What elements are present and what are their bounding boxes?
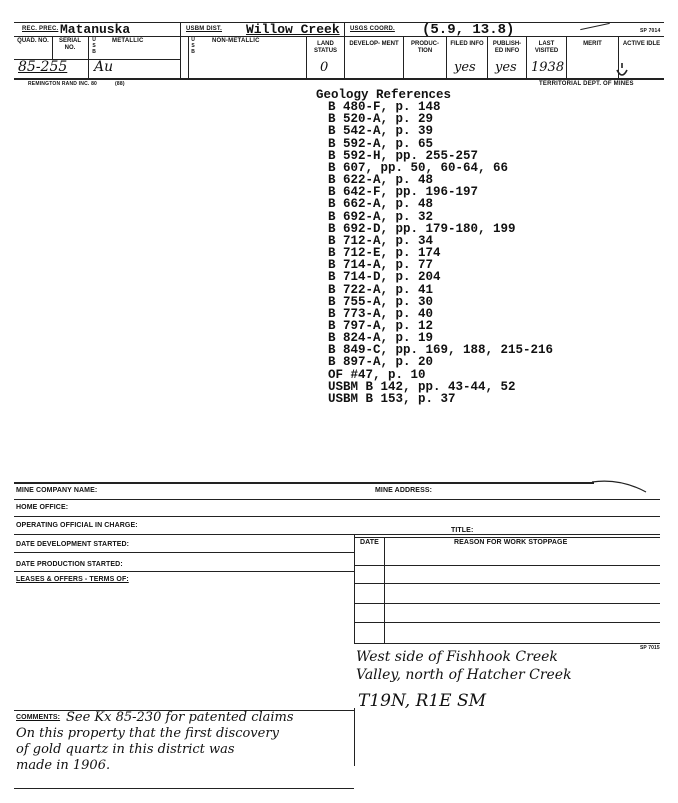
reference-item: B 642-F, pp. 196-197 xyxy=(328,185,479,200)
reference-item: B 480-F, p. 148 xyxy=(328,100,441,115)
usbm-dist-label: USBM DIST. xyxy=(186,26,223,32)
township-range-note: T19N, R1E SM xyxy=(358,691,487,711)
reference-item: B 592-H, pp. 255-257 xyxy=(328,148,479,163)
quad-serial-value: 85-255 xyxy=(18,59,68,75)
date-development-label: DATE DEVELOPMENT STARTED: xyxy=(16,541,130,548)
operating-official-label: OPERATING OFFICIAL IN CHARGE: xyxy=(16,522,138,529)
active-idle-header: ACTIVE IDLE xyxy=(622,41,661,47)
published-info-header: PUBLISH- ED INFO xyxy=(492,41,522,54)
usbm-dist-value: Willow Creek xyxy=(246,22,340,37)
reference-item: B 773-A, p. 40 xyxy=(328,306,434,321)
tag-loop-icon xyxy=(614,62,630,80)
filed-info-header: FILED INFO xyxy=(450,41,484,47)
reason-stoppage-label: REASON FOR WORK STOPPAGE xyxy=(454,539,568,546)
leases-label: LEASES & OFFERS - TERMS OF: xyxy=(16,576,129,583)
land-status-header: LAND STATUS xyxy=(313,41,338,54)
check-mark xyxy=(580,23,610,30)
reference-item: B 714-D, p. 204 xyxy=(328,270,441,285)
agency-text: TERRITORIAL DEPT. OF MINES xyxy=(539,81,634,87)
reference-item: B 755-A, p. 30 xyxy=(328,294,434,309)
reference-item: B 897-A, p. 20 xyxy=(328,355,434,370)
comment-line-3: of gold quartz in this district was xyxy=(16,742,235,757)
date-production-label: DATE PRODUCTION STARTED: xyxy=(16,561,123,568)
reference-item: B 714-A, p. 77 xyxy=(328,258,434,273)
references-title: Geology References xyxy=(316,88,452,102)
reference-item: OF #47, p. 10 xyxy=(328,367,426,382)
usbm-code-header-2: U S B xyxy=(191,37,195,55)
metallic-value: Au xyxy=(94,59,114,75)
rec-prec-value: Matanuska xyxy=(60,22,131,37)
reference-item: B 520-A, p. 29 xyxy=(328,112,434,127)
location-note-line-1: West side of Fishhook Creek xyxy=(356,649,558,665)
reference-item: B 722-A, p. 41 xyxy=(328,282,434,297)
usgs-coord-label: USGS COORD. xyxy=(350,26,395,32)
location-form-code: SP 7015 xyxy=(640,645,660,651)
non-metallic-header: NON-METALLIC xyxy=(212,38,260,44)
development-header: DEVELOP- MENT xyxy=(349,41,399,47)
quad-no-header: QUAD. NO. xyxy=(17,38,49,44)
filed-info-value: yes xyxy=(454,60,476,75)
form-code: SP 7014 xyxy=(640,28,661,34)
usbm-code-header-1: U S B xyxy=(92,37,96,55)
serial-no-header: SERIAL NO. xyxy=(58,38,81,51)
reference-item: B 542-A, p. 39 xyxy=(328,124,434,139)
land-status-value: 0 xyxy=(320,60,329,75)
date-column-label: DATE xyxy=(360,539,379,546)
production-header: PRODUC- TION xyxy=(411,41,439,54)
reference-item: B 692-D, pp. 179-180, 199 xyxy=(328,221,516,236)
reference-item: B 824-A, p. 19 xyxy=(328,331,434,346)
reference-item: B 797-A, p. 12 xyxy=(328,318,434,333)
printer-code: (88) xyxy=(115,81,125,87)
reference-item: B 849-C, pp. 169, 188, 215-216 xyxy=(328,343,554,358)
reference-item: B 592-A, p. 65 xyxy=(328,136,434,151)
geology-references xyxy=(316,89,553,405)
published-info-value: yes xyxy=(495,60,517,75)
rec-prec-label: REC. PREC. xyxy=(22,26,59,32)
last-visited-value: 1938 xyxy=(531,60,565,75)
mine-company-name-label: MINE COMPANY NAME: xyxy=(16,487,98,494)
reference-item: B 622-A, p. 48 xyxy=(328,173,434,188)
reference-item: USBM B 153, p. 37 xyxy=(328,391,456,406)
reference-item: B 692-A, p. 32 xyxy=(328,209,434,224)
reference-item: B 712-A, p. 34 xyxy=(328,233,434,248)
usgs-coord-value: (5.9, 13.8) xyxy=(422,22,515,38)
reference-item: B 662-A, p. 48 xyxy=(328,197,434,212)
reference-item: B 607, pp. 50, 60-64, 66 xyxy=(328,160,509,175)
curve-mark xyxy=(590,474,650,496)
comment-line-2: On this property that the first discovery xyxy=(16,726,279,741)
comment-line-1: See Kx 85-230 for patented claims xyxy=(66,710,294,725)
metallic-header: METALLIC xyxy=(112,38,144,44)
reference-item: USBM B 142, pp. 43-44, 52 xyxy=(328,379,516,394)
comments-label: COMMENTS: xyxy=(16,714,61,721)
merit-header: MERIT xyxy=(583,41,602,47)
last-visited-header: LAST VISITED xyxy=(534,41,559,54)
title-label: TITLE: xyxy=(451,527,474,534)
location-note-line-2: Valley, north of Hatcher Creek xyxy=(356,667,572,683)
home-office-label: HOME OFFICE: xyxy=(16,504,69,511)
printer-text: REMINGTON RAND INC. 80 xyxy=(28,81,98,87)
reference-item: B 712-E, p. 174 xyxy=(328,246,441,261)
comment-line-4: made in 1906. xyxy=(16,758,111,773)
mine-address-label: MINE ADDRESS: xyxy=(375,487,433,494)
